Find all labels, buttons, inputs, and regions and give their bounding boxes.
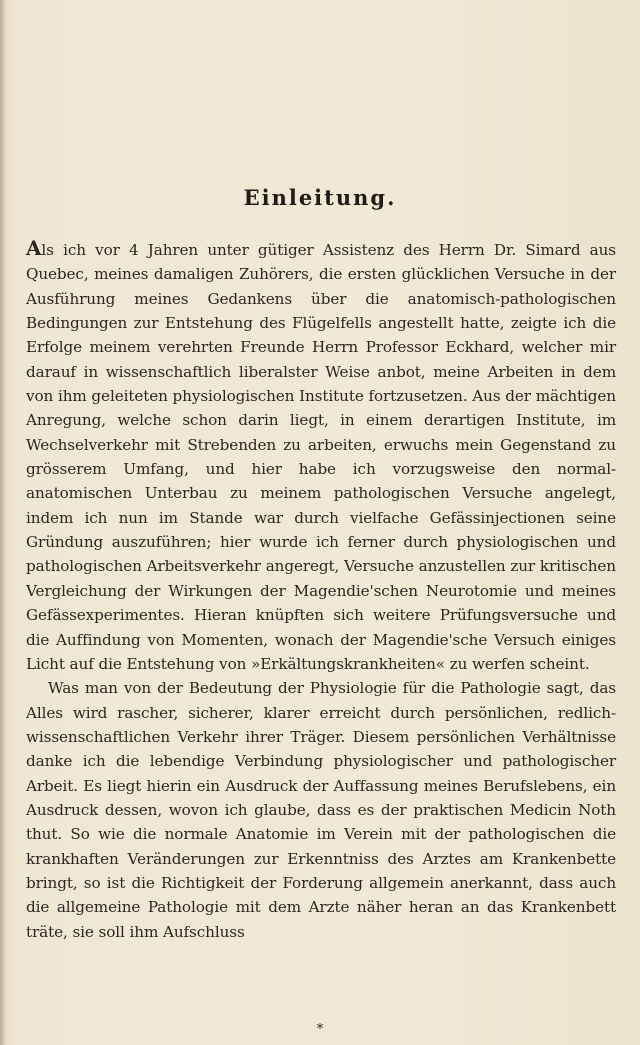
chapter-heading: Einleitung. <box>243 185 397 210</box>
body-text <box>26 236 616 944</box>
initial-letter: A <box>26 236 42 260</box>
page-binding-shadow <box>0 0 6 1045</box>
paragraph-2 <box>26 676 616 944</box>
paragraph-1-text: ls ich vor 4 Jahren unter gütiger Assistenz des Herrn Dr. Simard aus Quebec, meines damaligen Zuhörers, die ersten glücklichen Versuche in der Ausführung meines Gedankens über die anatomisch-pathologischen Bedingungen zur Entstehung des Flügelfells angestellt hatte, zeigte ich die Erfolge meinem verehrten Freunde Herrn Professor Eckhard, welcher mir darauf in wissenschaftlich liberalster Weise anbot, meine Arbeiten in dem von ihm geleiteten physiologischen Institute fortzusetzen. Aus der mächtigen Anregung, welche schon darin liegt, in einem derartigen Institute, im Wechselverkehr mit Strebenden zu arbeiten, erwuchs mein Gegenstand zu grösserem Umfang, und hier habe ich vorzugsweise den normal-anatomischen Unterbau zu meinem pathologischen Versuche angelegt, indem ich nun im Stande war durch vielfache Gefässinjectionen seine Gründung auszuführen; hier wurde ich ferner durch physiologischen und pathologischen Arbeitsverkehr angeregt, Versuche anzustellen zur kritischen Vergleichung der Wirkungen der Magendie'schen Neurotomie und meines Gefässexperimentes. Hieran knüpften sich weitere Prüfungsversuche und die Auffindung von Momenten, wonach der Magendie'sche Versuch einiges Licht auf die Entstehung von »Erkältungskrankheiten« zu werfen scheint. <box>26 241 616 673</box>
signature-mark: * <box>316 1022 324 1037</box>
paragraph-1 <box>26 236 616 676</box>
paragraph-2-text: Was man von der Bedeutung der Physiologie für die Pathologie sagt, das Alles wird rascher, sicherer, klarer erreicht durch persönlichen, redlich-wissenschaftlichen Verkehr ihrer Träger. Diesem persönlichen Verhältnisse danke ich die lebendige Verbindung physiologischer und pathologischer Arbeit. Es liegt hierin ein Ausdruck der Auffassung meines Berufslebens, ein Ausdruck dessen, wovon ich glaube, dass es der praktischen Medicin Noth thut. So wie die normale Anatomie im Verein mit der pathologischen die krankhaften Veränderungen zur Erkenntniss des Arztes am Krankenbette bringt, so ist die Richtigkeit der Forderung allgemein anerkannt, dass auch die allgemeine Pathologie mit dem Arzte näher heran an das Krankenbett träte, sie soll ihm Aufschluss <box>26 679 616 941</box>
